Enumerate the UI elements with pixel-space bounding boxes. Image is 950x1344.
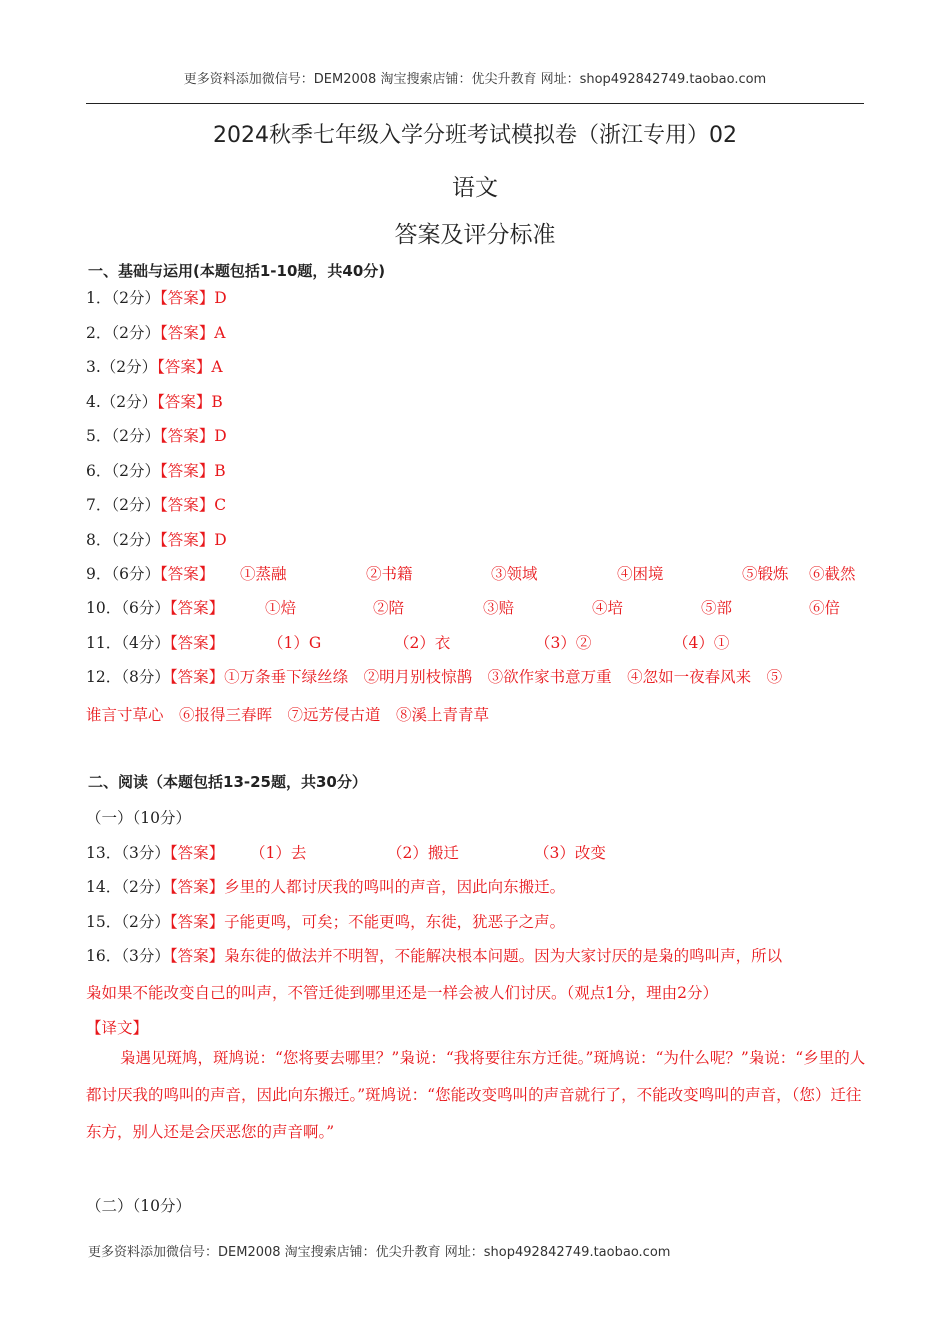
header-rule	[86, 103, 864, 104]
answer-row-8	[86, 528, 227, 550]
answer-label: 【答案】	[169, 844, 225, 862]
answer-value: D	[214, 531, 227, 549]
answer-row-6	[86, 459, 226, 481]
answer-label: 【答案】	[159, 427, 215, 445]
question-number: 8．（2分）	[86, 531, 160, 549]
answer-part: ①蒸融	[240, 565, 287, 583]
question-number: 10．（6分）	[86, 599, 170, 617]
answer-text: 乡里的人都讨厌我的鸣叫的声音，因此向东搬迁。	[224, 878, 566, 896]
question-number: 6．（2分）	[86, 462, 160, 480]
answer-label: 【答案】	[169, 599, 225, 617]
subject-title: 语文	[452, 175, 498, 201]
answer-label: 【答案】	[169, 634, 225, 652]
answer-row-9	[86, 562, 866, 584]
question-number: 13．（3分）	[86, 844, 170, 862]
answer-row-3	[86, 355, 223, 377]
answer-row-15	[86, 910, 565, 932]
answer-text: ①万条垂下绿丝绦 ②明月别枝惊鹊 ③欲作家书意万重 ④忽如一夜春风来 ⑤	[224, 668, 783, 686]
answer-row-13	[86, 841, 866, 863]
answer-part: （1）G	[268, 634, 322, 652]
passage-2-heading: （二）（10分）	[86, 1197, 191, 1215]
answer-value: B	[214, 462, 226, 480]
answer-row-4	[86, 390, 223, 412]
question-number: 2．（2分）	[86, 324, 160, 342]
answer-label: 【答案】	[169, 878, 225, 896]
answer-part: ②陪	[373, 599, 405, 617]
answer-value: C	[214, 496, 227, 514]
answer-value: A	[214, 324, 226, 342]
translation-label: 【译文】	[86, 1019, 149, 1037]
answer-part: （3）②	[535, 634, 592, 652]
answer-row-11	[86, 631, 866, 653]
answer-row-2	[86, 321, 225, 343]
answer-value: D	[214, 427, 227, 445]
answer-part: ⑤部	[701, 599, 733, 617]
answer-row-10	[86, 596, 866, 618]
answer-part: （2）衣	[394, 634, 451, 652]
answer-value: A	[211, 358, 223, 376]
answer-part: ④困境	[617, 565, 664, 583]
answer-row-1	[86, 286, 227, 308]
page-footer: 更多资料添加微信号：DEM2008 淘宝搜索店铺：优尖升教育 网址：shop492842749.taobao.com	[88, 1245, 671, 1260]
answer-value: B	[211, 393, 223, 411]
section-2-heading: 二、阅读（本题包括13-25题，共30分）	[88, 773, 367, 791]
answer-row-7	[86, 493, 226, 515]
answer-key-title: 答案及评分标准	[394, 222, 556, 248]
translation-text: 枭遇见斑鸠，斑鸠说：“您将要去哪里？”枭说：“我将要往东方迁徙。”斑鸠说：“为什么呢？”枭说：“乡里的人都讨厌我的鸣叫的声音，因此向东搬迁。”斑鸠说：“您能改变鸣叫的声音就行了，不能改变鸣叫的声音，（您）迁往东方，别人还是会厌恶您的声音啊。”	[86, 1049, 866, 1141]
page-header: 更多资料添加微信号：DEM2008 淘宝搜索店铺：优尖升教育 网址：shop492842749.taobao.com	[183, 72, 767, 87]
answer-part: ①焙	[265, 599, 297, 617]
answer-label: 【答案】	[169, 913, 225, 931]
answer-part: （2）搬迁	[387, 844, 459, 862]
answer-value: D	[214, 289, 227, 307]
answer-row-14	[86, 875, 565, 897]
answer-part: （3）改变	[534, 844, 606, 862]
answer-part: ④培	[592, 599, 624, 617]
answer-label: 【答案】	[157, 393, 212, 411]
answer-label: 【答案】	[159, 289, 215, 307]
document-title: 2024秋季七年级入学分班考试模拟卷（浙江专用）02	[213, 123, 737, 148]
answer-label: 【答案】	[159, 496, 215, 514]
question-number: 9．（6分）	[86, 565, 160, 583]
section-1-heading: 一、基础与运用(本题包括1-10题，共40分)	[88, 262, 386, 280]
question-number: 5．（2分）	[86, 427, 160, 445]
answer-label: 【答案】	[169, 668, 225, 686]
answer-label: 【答案】	[159, 531, 215, 549]
answer-part: ③赔	[483, 599, 515, 617]
answer-part: （4）①	[673, 634, 730, 652]
answer-row-16	[86, 944, 782, 966]
answer-text: 枭东徙的做法并不明智，不能解决根本问题。因为大家讨厌的是枭的鸣叫声，所以	[224, 947, 783, 965]
question-number: 12．（8分）	[86, 668, 170, 686]
answer-label: 【答案】	[159, 462, 215, 480]
question-number: 16．（3分）	[86, 947, 170, 965]
answer-row-16-continued: 枭如果不能改变自己的叫声，不管迁徙到哪里还是一样会被人们讨厌。（观点1分，理由2分）	[86, 984, 718, 1002]
answer-part: ⑥倍	[809, 599, 841, 617]
question-number: 14．（2分）	[86, 878, 170, 896]
answer-label: 【答案】	[169, 947, 225, 965]
question-number: 3.（2分）	[86, 358, 158, 376]
question-number: 1．（2分）	[86, 289, 160, 307]
answer-row-12	[86, 665, 782, 687]
answer-label: 【答案】	[159, 565, 215, 583]
answer-label: 【答案】	[157, 358, 212, 376]
answer-row-5	[86, 424, 227, 446]
passage-1-heading: （一）（10分）	[86, 809, 191, 827]
answer-part: （1）去	[250, 844, 307, 862]
answer-label: 【答案】	[159, 324, 215, 342]
question-number: 7．（2分）	[86, 496, 160, 514]
question-number: 11．（4分）	[86, 634, 170, 652]
answer-row-12-continued: 谁言寸草心 ⑥报得三春晖 ⑦远芳侵古道 ⑧溪上青青草	[86, 706, 490, 724]
answer-part: ⑤锻炼	[742, 565, 789, 583]
answer-part: ③领域	[491, 565, 538, 583]
answer-part: ②书籍	[366, 565, 413, 583]
question-number: 15．（2分）	[86, 913, 170, 931]
answer-text: 子能更鸣，可矣；不能更鸣，东徙，犹恶子之声。	[224, 913, 566, 931]
answer-part: ⑥截然	[809, 565, 856, 583]
question-number: 4.（2分）	[86, 393, 158, 411]
